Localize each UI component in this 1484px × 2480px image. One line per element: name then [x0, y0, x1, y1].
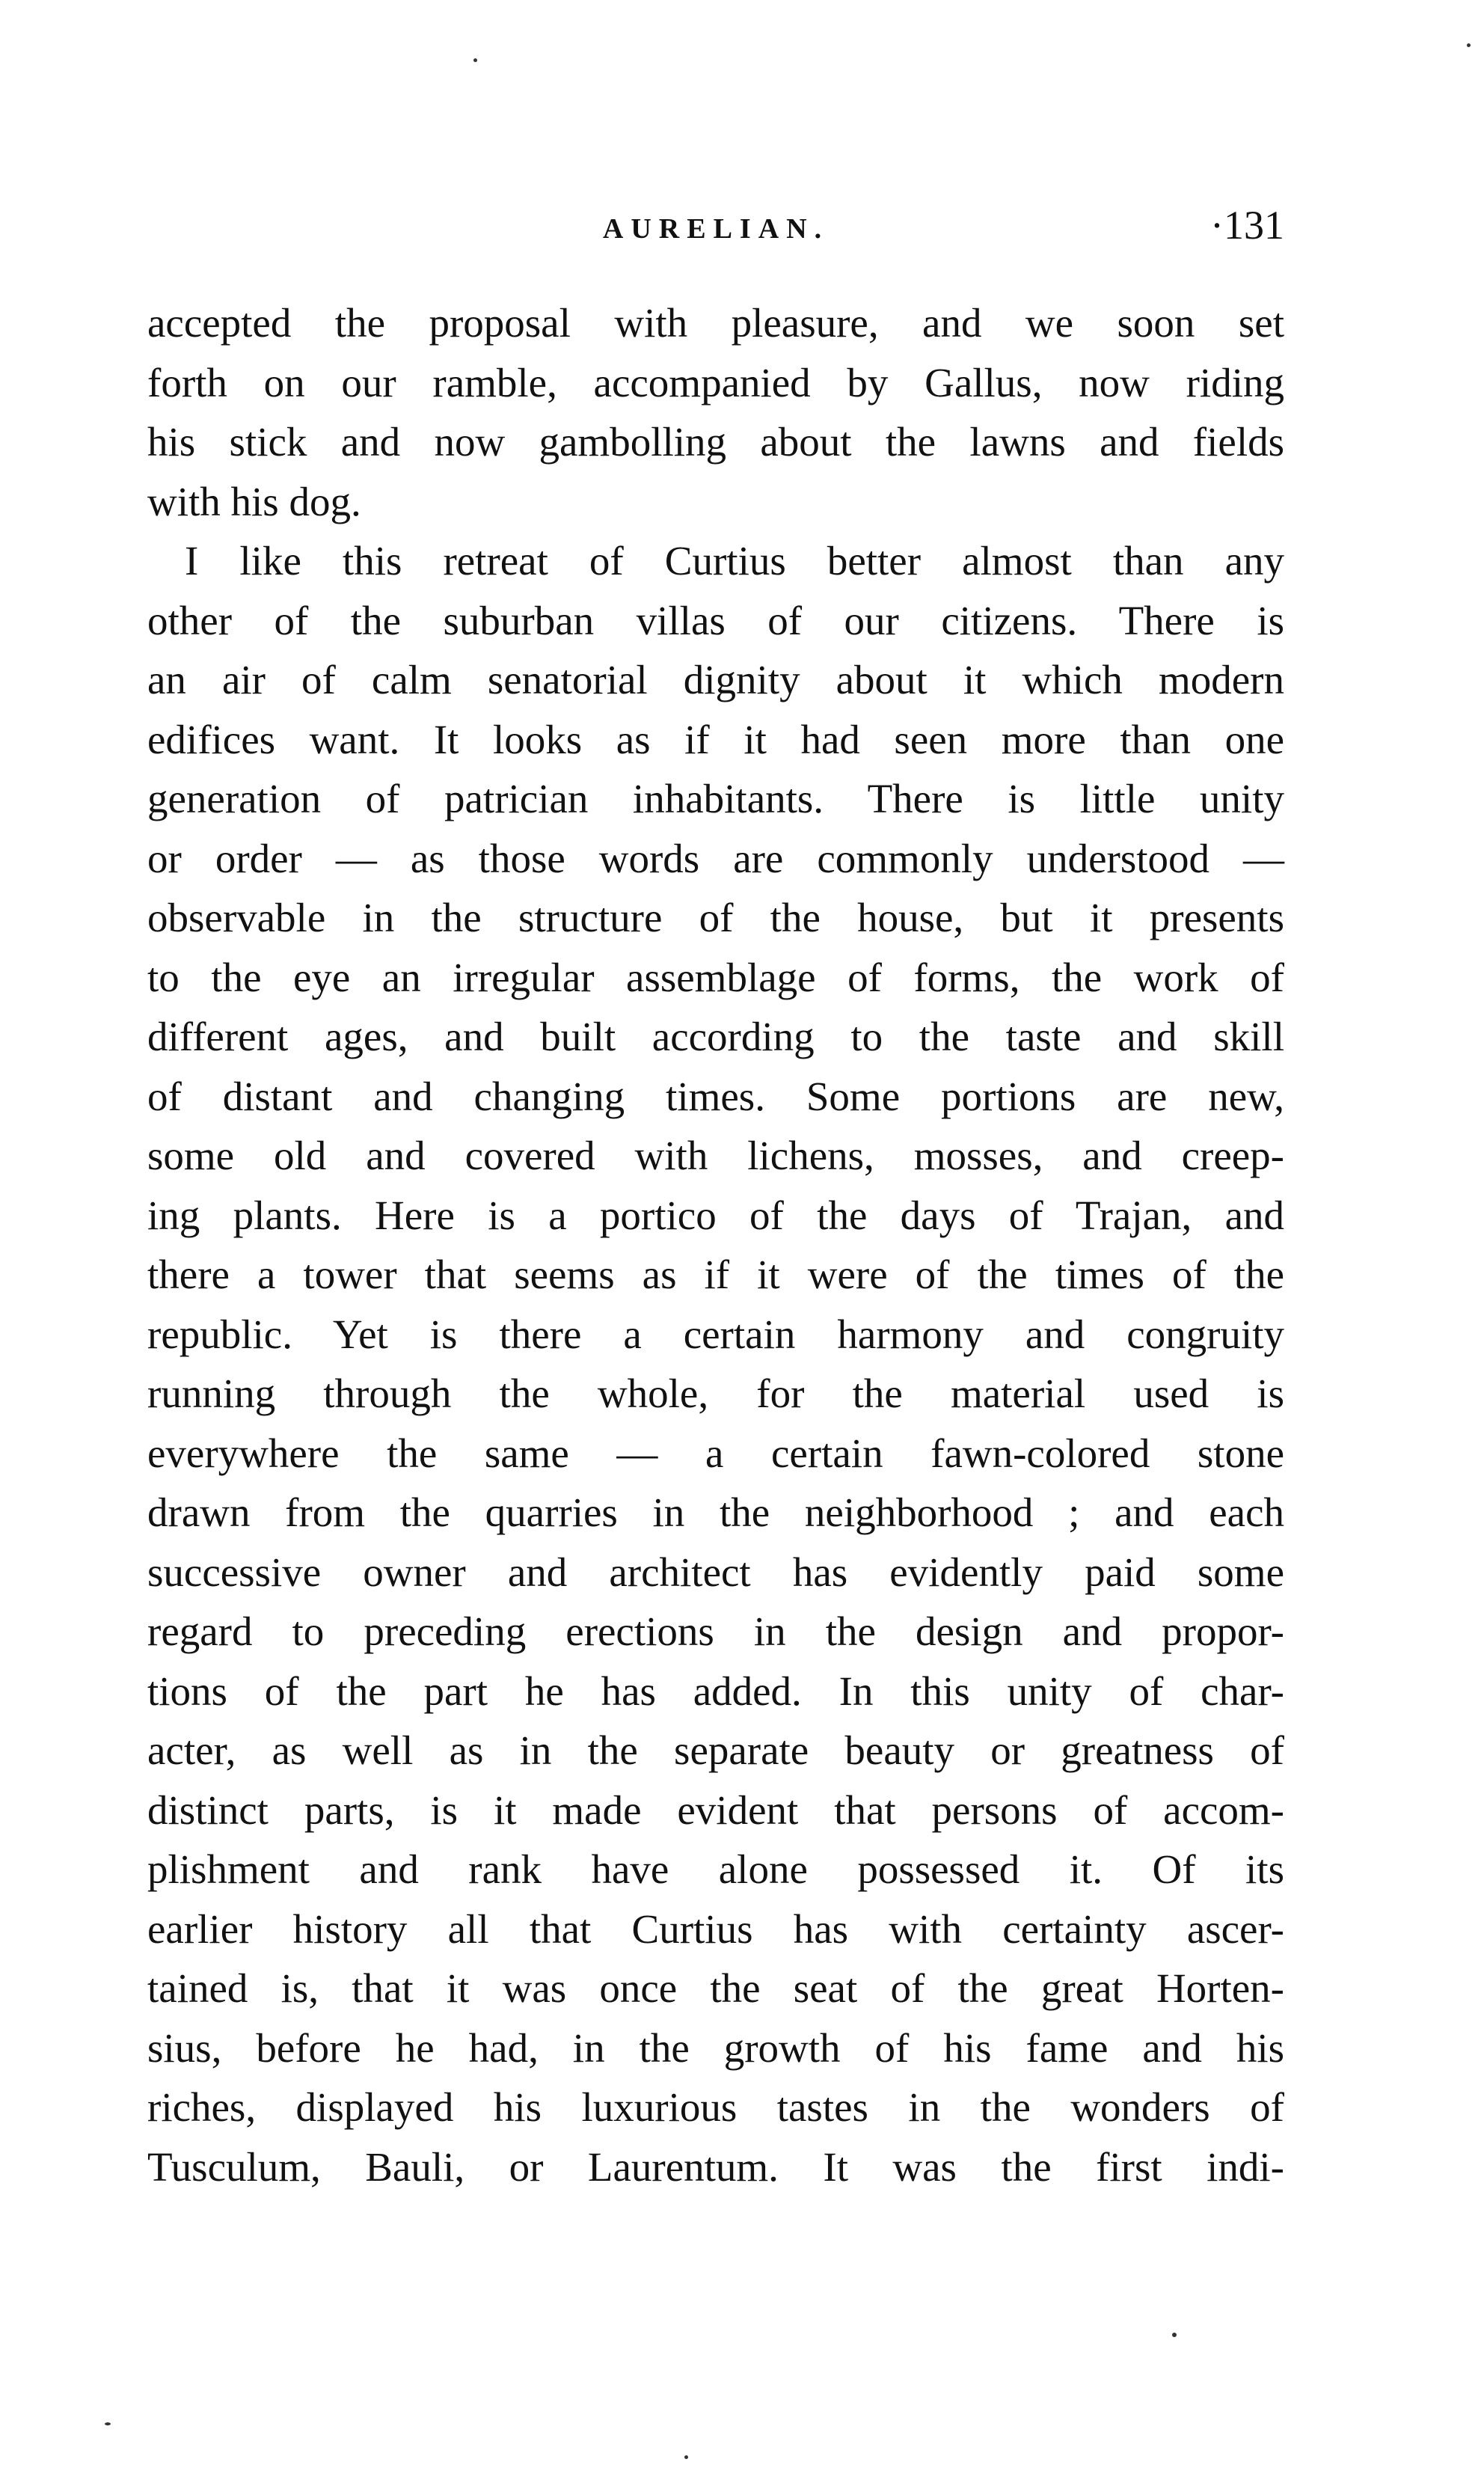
running-title: AURELIAN. [602, 213, 830, 245]
text-line: sius, before he had, in the growth of his fame and his [147, 2024, 1284, 2071]
text-line: some old and covered with lichens, mosses, and creep- [147, 1133, 1284, 1178]
text-line: distinct parts, is it made evident that persons of accom- [147, 1786, 1284, 1833]
running-head [147, 196, 1284, 256]
text-line: ing plants. Here is a portico of the days of Trajan, and [147, 1192, 1284, 1238]
text-line: other of the suburban villas of our citizens. There is [147, 597, 1284, 643]
text-line: accepted the proposal with pleasure, and we soon set [147, 300, 1284, 346]
text-line: observable in the structure of the house, but it presents [147, 895, 1284, 940]
scan-speck [1172, 2333, 1177, 2337]
scan-speck [105, 2422, 111, 2425]
page-number: ·131 [1210, 203, 1284, 248]
text-line: to the eye an irregular assemblage of forms, the work of [147, 954, 1284, 1000]
text-line: of distant and changing times. Some portions are new, [147, 1073, 1284, 1119]
text-line: republic. Yet is there a certain harmony and congruity [147, 1311, 1284, 1357]
text-line: Tusculum, Bauli, or Laurentum. It was the first indi- [147, 2143, 1284, 2190]
text-line: or order — as those words are commonly understood — [147, 835, 1284, 881]
text-line: riches, displayed his luxurious tastes in the wonders of [147, 2084, 1284, 2130]
text-line: his stick and now gambolling about the lawns and fields [147, 419, 1284, 465]
text-line: tained is, that it was once the seat of the great Horten- [147, 1965, 1284, 2011]
body-text [147, 293, 1284, 2196]
text-line: an air of calm senatorial dignity about it which modern [147, 657, 1284, 702]
text-line: drawn from the quarries in the neighborhood ; and each [147, 1489, 1284, 1535]
text-line: generation of patrician inhabitants. There is little unity [147, 776, 1284, 821]
scan-speck [473, 58, 477, 62]
text-line: different ages, and built according to the taste and skill [147, 1014, 1284, 1059]
text-line: tions of the part he has added. In this unity of char- [147, 1668, 1284, 1714]
paragraph-1 [147, 293, 1284, 531]
scan-speck [1467, 43, 1471, 47]
text-line: running through the whole, for the material used is [147, 1371, 1284, 1416]
text-line: acter, as well as in the separate beauty or greatness of [147, 1727, 1284, 1773]
text-line: there a tower that seems as if it were of the times of the [147, 1252, 1284, 1297]
text-line: everywhere the same — a certain fawn-colored stone [147, 1430, 1284, 1476]
text-line: regard to preceding erections in the design and propor- [147, 1608, 1284, 1654]
text-line: with his dog. [147, 478, 361, 524]
text-line: edifices want. It looks as if it had seen more than one [147, 716, 1284, 762]
text-line: earlier history all that Curtius has with certainty ascer- [147, 1905, 1284, 1952]
text-line: successive owner and architect has evidently paid some [147, 1549, 1284, 1595]
text-line: forth on our ramble, accompanied by Gallus, now riding [147, 359, 1284, 405]
text-line: plishment and rank have alone possessed it. Of its [147, 1846, 1284, 1892]
scan-speck [684, 2455, 688, 2459]
text-line: I like this retreat of Curtius better almost than any [185, 538, 1284, 584]
paragraph-2 [147, 531, 1284, 2196]
